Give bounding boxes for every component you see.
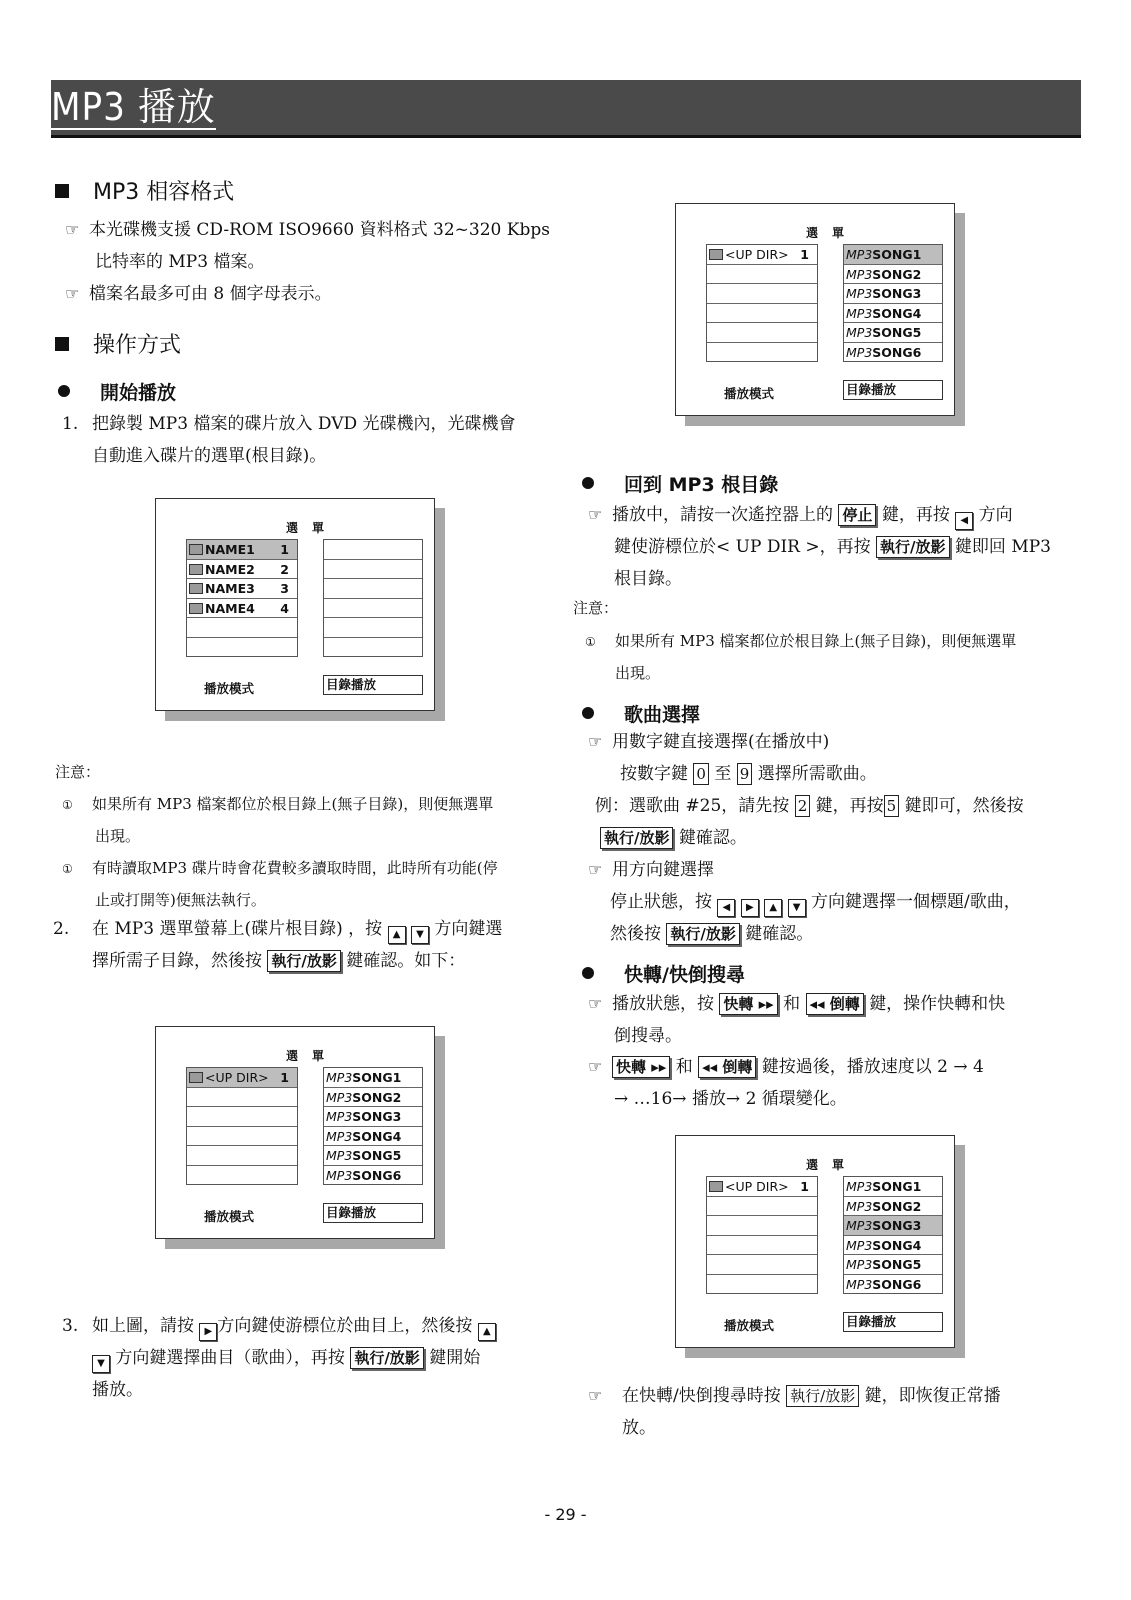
list-item-empty bbox=[324, 560, 422, 580]
fast-forward-key-icon: 快轉 ▸▸ bbox=[719, 993, 777, 1015]
list-item-empty bbox=[707, 343, 817, 363]
page-header bbox=[51, 80, 1081, 138]
ffrw-line-1: ☞ 播放狀態，按 快轉 ▸▸ 和 ◂◂ 倒轉 鍵，操作快轉和快 bbox=[588, 988, 1005, 1020]
square-bullet-icon bbox=[55, 184, 69, 198]
song-select-line-4: 停止狀態，按 ◀ ▶ ▲ ▼ 方向鍵選擇一個標題/歌曲， bbox=[610, 886, 1021, 918]
folder-icon bbox=[709, 249, 723, 260]
list-item-song[interactable]: MP3SONG6 bbox=[326, 1167, 402, 1183]
list-item-empty bbox=[707, 284, 817, 304]
list-item[interactable]: NAME2 2 bbox=[187, 560, 297, 580]
menu-title: 選單 bbox=[286, 521, 339, 535]
back-root-line-2: 鍵使游標位於< UP DIR >，再按 執行/放影 鍵即回 MP3 bbox=[614, 537, 1051, 557]
round-bullet-icon bbox=[58, 385, 70, 397]
menu-file-list bbox=[323, 1067, 423, 1185]
list-item-empty bbox=[187, 1166, 297, 1186]
list-item-song[interactable]: MP3SONG6 bbox=[846, 344, 922, 360]
song-select-line-3: ☞ 用方向鍵選擇 bbox=[588, 854, 714, 886]
play-key-icon: 執行/放影 bbox=[600, 827, 673, 849]
list-item-empty bbox=[707, 1275, 817, 1295]
page-title: MP3 播放 bbox=[51, 85, 216, 129]
up-arrow-key-icon: ▲ bbox=[478, 1323, 496, 1341]
list-item-empty bbox=[324, 540, 422, 560]
play-mode-value[interactable]: 目錄播放 bbox=[843, 380, 943, 400]
play-key-icon: 執行/放影 bbox=[267, 950, 340, 972]
round-bullet-icon bbox=[582, 707, 594, 719]
list-item-song[interactable]: MP3SONG4 bbox=[844, 304, 942, 324]
list-item-empty bbox=[324, 599, 422, 619]
play-mode-value[interactable]: 目錄播放 bbox=[843, 1312, 943, 1332]
left-arrow-key-icon: ◀ bbox=[955, 512, 973, 530]
square-bullet-icon bbox=[55, 337, 69, 351]
menu-songs-screen-bottom bbox=[675, 1135, 955, 1348]
back-root-note-1a: ① 如果所有 MP3 檔案都位於根目錄上(無子目錄)，則便無選單 bbox=[585, 625, 1016, 658]
list-item-empty bbox=[324, 618, 422, 638]
number-key: 2 bbox=[795, 795, 811, 817]
circle-one-icon: ① bbox=[62, 798, 73, 812]
list-item-empty bbox=[707, 1236, 817, 1256]
down-arrow-key-icon: ▼ bbox=[92, 1355, 110, 1373]
right-arrow-key-icon: ▶ bbox=[741, 899, 759, 917]
back-root-heading: 回到 MP3 根目錄 bbox=[582, 470, 778, 497]
list-item[interactable]: NAME3 3 bbox=[187, 579, 297, 599]
song-select-line-5: 然後按 執行/放影 鍵確認。 bbox=[610, 924, 814, 944]
list-item-empty bbox=[187, 1088, 297, 1108]
list-item-song[interactable]: MP3SONG1 bbox=[324, 1068, 422, 1088]
list-item-song[interactable]: MP3SONG1 bbox=[844, 245, 942, 265]
pointing-hand-icon: ☞ bbox=[588, 1057, 603, 1076]
note-2b: 止或打開等)便無法執行。 bbox=[95, 891, 266, 909]
pointing-hand-icon: ☞ bbox=[65, 284, 80, 303]
step2-line-b: 擇所需子目錄，然後按 執行/放影 鍵確認。如下： bbox=[92, 951, 466, 971]
pointing-hand-icon: ☞ bbox=[588, 994, 603, 1013]
rewind-key-icon: ◂◂ 倒轉 bbox=[806, 993, 864, 1015]
back-root-line-1: ☞ 播放中，請按一次遙控器上的 停止 鍵，再按 ◀ 方向 bbox=[588, 499, 1013, 531]
list-item-empty bbox=[707, 304, 817, 324]
rewind-key-icon: ◂◂ 倒轉 bbox=[698, 1056, 756, 1078]
start-heading: 開始播放 bbox=[58, 378, 176, 405]
back-root-note-1b: 出現。 bbox=[615, 664, 661, 682]
ffrw-line-6: 放。 bbox=[622, 1418, 656, 1438]
menu-folder-list bbox=[706, 244, 818, 362]
compat-line-2: ☞ 檔案名最多可由 8 個字母表示。 bbox=[65, 278, 332, 310]
list-item-song[interactable]: MP3SONG5 bbox=[324, 1146, 422, 1166]
list-item-empty bbox=[187, 1146, 297, 1166]
list-item-empty bbox=[187, 1127, 297, 1147]
menu-folder-list bbox=[186, 539, 298, 657]
menu-file-list bbox=[843, 244, 943, 362]
play-mode-label: 播放模式 bbox=[204, 681, 255, 696]
list-item-empty bbox=[707, 1255, 817, 1275]
play-key-icon: 執行/放影 bbox=[666, 923, 739, 945]
pointing-hand-icon: ☞ bbox=[65, 220, 80, 239]
list-item-empty bbox=[187, 638, 297, 658]
play-mode-value[interactable]: 目錄播放 bbox=[323, 675, 423, 695]
folder-icon bbox=[709, 1181, 723, 1192]
ffrw-heading: 快轉/快倒搜尋 bbox=[582, 960, 745, 987]
ffrw-line-2: 倒搜尋。 bbox=[614, 1026, 682, 1046]
pointing-hand-icon: ☞ bbox=[588, 732, 603, 751]
list-item-empty bbox=[324, 638, 422, 658]
play-mode-label: 播放模式 bbox=[204, 1209, 255, 1224]
list-item-empty bbox=[707, 1216, 817, 1236]
pointing-hand-icon: ☞ bbox=[588, 505, 603, 524]
left-arrow-key-icon: ◀ bbox=[717, 899, 735, 917]
play-mode-label: 播放模式 bbox=[724, 386, 775, 401]
ffrw-line-3: ☞ 快轉 ▸▸ 和 ◂◂ 倒轉 鍵按過後，播放速度以 2 → 4 bbox=[588, 1051, 984, 1083]
circle-one-icon: ① bbox=[585, 635, 596, 649]
song-select-example-b: 執行/放影 鍵確認。 bbox=[600, 822, 747, 854]
ops-heading: 操作方式 bbox=[55, 328, 181, 359]
song-select-example-a: 例：選歌曲 #25，請先按 2 鍵，再按 5 鍵即可，然後按 bbox=[595, 796, 1024, 816]
list-item[interactable]: NAME1 1 bbox=[187, 540, 297, 560]
up-arrow-key-icon: ▲ bbox=[764, 899, 782, 917]
list-item-song[interactable]: MP3SONG5 bbox=[844, 323, 942, 343]
note-2a: ① 有時讀取MP3 碟片時會花費較多讀取時間，此時所有功能(停 bbox=[62, 852, 498, 885]
folder-icon bbox=[189, 1072, 203, 1083]
menu-title: 選單 bbox=[286, 1049, 339, 1063]
pointing-hand-icon: ☞ bbox=[588, 860, 603, 879]
step3-line-c: 播放。 bbox=[92, 1380, 143, 1400]
up-arrow-key-icon: ▲ bbox=[388, 926, 406, 944]
compat-line-1: ☞ 本光碟機支援 CD-ROM ISO9660 資料格式 32~320 Kbps bbox=[65, 214, 550, 246]
list-item-song[interactable]: MP3SONG3 bbox=[844, 284, 942, 304]
compat-line-1b: 比特率的 MP3 檔案。 bbox=[95, 252, 265, 272]
list-item-song[interactable]: MP3SONG2 bbox=[844, 265, 942, 285]
list-item-song[interactable]: MP3SONG4 bbox=[844, 1236, 942, 1256]
play-key-icon: 執行/放影 bbox=[350, 1347, 423, 1369]
down-arrow-key-icon: ▼ bbox=[788, 899, 806, 917]
folder-icon bbox=[189, 544, 203, 555]
folder-icon bbox=[189, 583, 203, 594]
number-key: 5 bbox=[884, 795, 900, 817]
list-item-song[interactable]: MP3SONG4 bbox=[324, 1127, 422, 1147]
step3-line-a: 3. 如上圖，請按 ▶ 方向鍵使游標位於曲目上，然後按 ▲ bbox=[62, 1310, 496, 1342]
note-1a: ① 如果所有 MP3 檔案都位於根目錄上(無子目錄)，則便無選單 bbox=[62, 788, 493, 821]
right-arrow-key-icon: ▶ bbox=[199, 1323, 217, 1341]
step1-line-a: 1. 把錄製 MP3 檔案的碟片放入 DVD 光碟機內，光碟機會 bbox=[62, 414, 516, 434]
list-item-empty bbox=[707, 323, 817, 343]
play-mode-label: 播放模式 bbox=[724, 1318, 775, 1333]
compat-heading: MP3 相容格式 bbox=[55, 175, 234, 206]
step3-line-b: ▼ 方向鍵選擇曲目（歌曲），再按 執行/放影 鍵開始 bbox=[92, 1342, 480, 1374]
back-root-note-title: 注意： bbox=[573, 599, 619, 617]
menu-folder-list bbox=[186, 1067, 298, 1185]
list-item-song[interactable]: MP3SONG3 bbox=[844, 1216, 942, 1236]
page-number: - 29 - bbox=[544, 1505, 587, 1524]
back-root-line-3: 根目錄。 bbox=[614, 569, 682, 589]
number-key: 0 bbox=[693, 763, 709, 785]
note-1b: 出現。 bbox=[95, 827, 141, 845]
round-bullet-icon bbox=[582, 967, 594, 979]
menu-songs-screen bbox=[155, 1026, 435, 1239]
list-item-updir[interactable]: <UP DIR> 1 bbox=[707, 1177, 817, 1197]
list-item-song[interactable]: MP3SONG2 bbox=[844, 1197, 942, 1217]
number-key: 9 bbox=[737, 763, 753, 785]
list-item-empty bbox=[187, 618, 297, 638]
menu-file-list bbox=[843, 1176, 943, 1294]
menu-title: 選單 bbox=[806, 226, 859, 240]
menu-folder-list bbox=[706, 1176, 818, 1294]
note-title: 注意： bbox=[55, 763, 101, 781]
list-item-song[interactable]: MP3SONG1 bbox=[844, 1177, 942, 1197]
list-item-updir[interactable]: <UP DIR> 1 bbox=[707, 245, 817, 265]
list-item-empty bbox=[707, 1197, 817, 1217]
list-item-updir[interactable]: <UP DIR> 1 bbox=[187, 1068, 297, 1088]
song-select-heading: 歌曲選擇 bbox=[582, 700, 700, 727]
menu-songs-screen-top bbox=[675, 203, 955, 416]
list-item-empty bbox=[187, 1107, 297, 1127]
menu-title: 選單 bbox=[806, 1158, 859, 1172]
fast-forward-key-icon: 快轉 ▸▸ bbox=[612, 1056, 670, 1078]
list-item[interactable]: NAME4 4 bbox=[187, 599, 297, 619]
ffrw-line-5: ☞ 在快轉/快倒搜尋時按 執行/放影 鍵，即恢復正常播 bbox=[588, 1380, 1001, 1412]
folder-icon bbox=[189, 603, 203, 614]
step2-line-a: 2. 在 MP3 選單螢幕上(碟片根目錄) ，按 ▲ ▼ 方向鍵選 bbox=[53, 913, 502, 945]
down-arrow-key-icon: ▼ bbox=[411, 926, 429, 944]
list-item-empty bbox=[324, 579, 422, 599]
folder-icon bbox=[189, 564, 203, 575]
step1-line-b: 自動進入碟片的選單(根目錄)。 bbox=[92, 446, 327, 466]
list-item-empty bbox=[707, 265, 817, 285]
list-item-song[interactable]: MP3SONG3 bbox=[324, 1107, 422, 1127]
play-key-icon: 執行/放影 bbox=[786, 1385, 859, 1407]
song-select-line-2: 按數字鍵 0 至 9 選擇所需歌曲。 bbox=[620, 764, 877, 784]
list-item-song[interactable]: MP3SONG2 bbox=[324, 1088, 422, 1108]
stop-key-icon: 停止 bbox=[838, 504, 876, 526]
list-item-song[interactable]: MP3SONG5 bbox=[844, 1255, 942, 1275]
pointing-hand-icon: ☞ bbox=[588, 1386, 603, 1405]
list-item-song[interactable]: MP3SONG6 bbox=[846, 1276, 922, 1292]
round-bullet-icon bbox=[582, 477, 594, 489]
play-mode-value[interactable]: 目錄播放 bbox=[323, 1203, 423, 1223]
circle-one-icon: ① bbox=[62, 862, 73, 876]
play-key-icon: 執行/放影 bbox=[876, 536, 949, 558]
menu-file-list bbox=[323, 539, 423, 657]
song-select-line-1: ☞ 用數字鍵直接選擇(在播放中) bbox=[588, 726, 829, 758]
ffrw-line-4: → …16→ 播放→ 2 循環變化。 bbox=[614, 1089, 847, 1109]
menu-root-screen bbox=[155, 498, 435, 711]
